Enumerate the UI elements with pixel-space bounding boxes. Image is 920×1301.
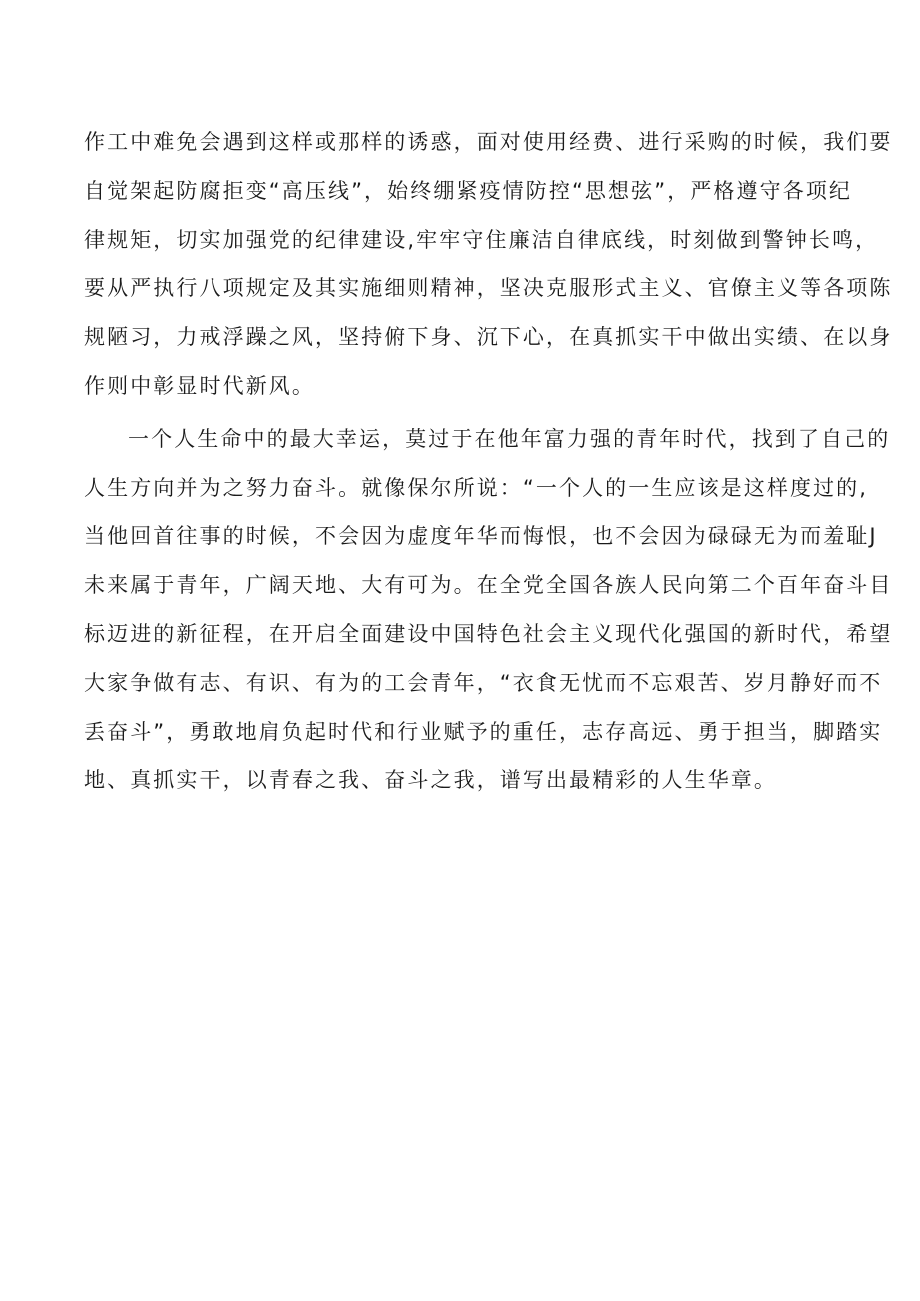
paragraph-line: 未来属于青年，广阔天地、大有可为。在全党全国各族人民向第二个百年奋斗目	[84, 573, 893, 598]
paragraph-1	[84, 118, 893, 411]
paragraph-line: 当他回首往事的时候，不会因为虚度年华而悔恨，也不会因为碌碌无为而羞耻J	[84, 524, 878, 549]
paragraph-line: 地、真抓实干，以青春之我、奋斗之我，谱写出最精彩的人生华章。	[84, 768, 777, 793]
paragraph-line: 要从严执行八项规定及其实施细则精神，坚决克服形式主义、官僚主义等各项陈	[84, 276, 893, 301]
paragraph-line: 一个人生命中的最大幸运，莫过于在他年富力强的青年时代，找到了自己的	[128, 426, 891, 451]
paragraph-line: 作则中彰显时代新风。	[84, 373, 315, 398]
paragraph-line: 标迈进的新征程，在开启全面建设中国特色社会主义现代化强国的新时代，希望	[84, 621, 893, 646]
paragraph-line: 律规矩，切实加强党的纪律建设,牢牢守住廉洁自律底线，时刻做到警钟长鸣，	[84, 227, 879, 252]
paragraph-line: 自觉架起防腐拒变“高压线”，始终绷紧疫情防控“思想弦”，严格遵守各项纪	[84, 178, 853, 203]
paragraph-2	[84, 415, 893, 805]
paragraph-line: 作工中难免会遇到这样或那样的诱惑，面对使用经费、进行采购的时候，我们要	[84, 130, 893, 154]
paragraph-line: 丢奋斗”，勇敢地肩负起时代和行业赋予的重任，志存高远、勇于担当，脚踏实	[84, 719, 883, 744]
paragraph-line: 人生方向并为之努力奋斗。就像保尔所说：“一个人的一生应该是这样度过的,	[84, 475, 869, 500]
paragraph-line: 大家争做有志、有识、有为的工会青年，“衣食无忧而不忘艰苦、岁月静好而不	[84, 670, 883, 695]
paragraph-line: 规陋习，力戒浮躁之风，坚持俯下身、沉下心，在真抓实干中做出实绩、在以身	[84, 325, 893, 350]
document-body	[84, 118, 893, 805]
